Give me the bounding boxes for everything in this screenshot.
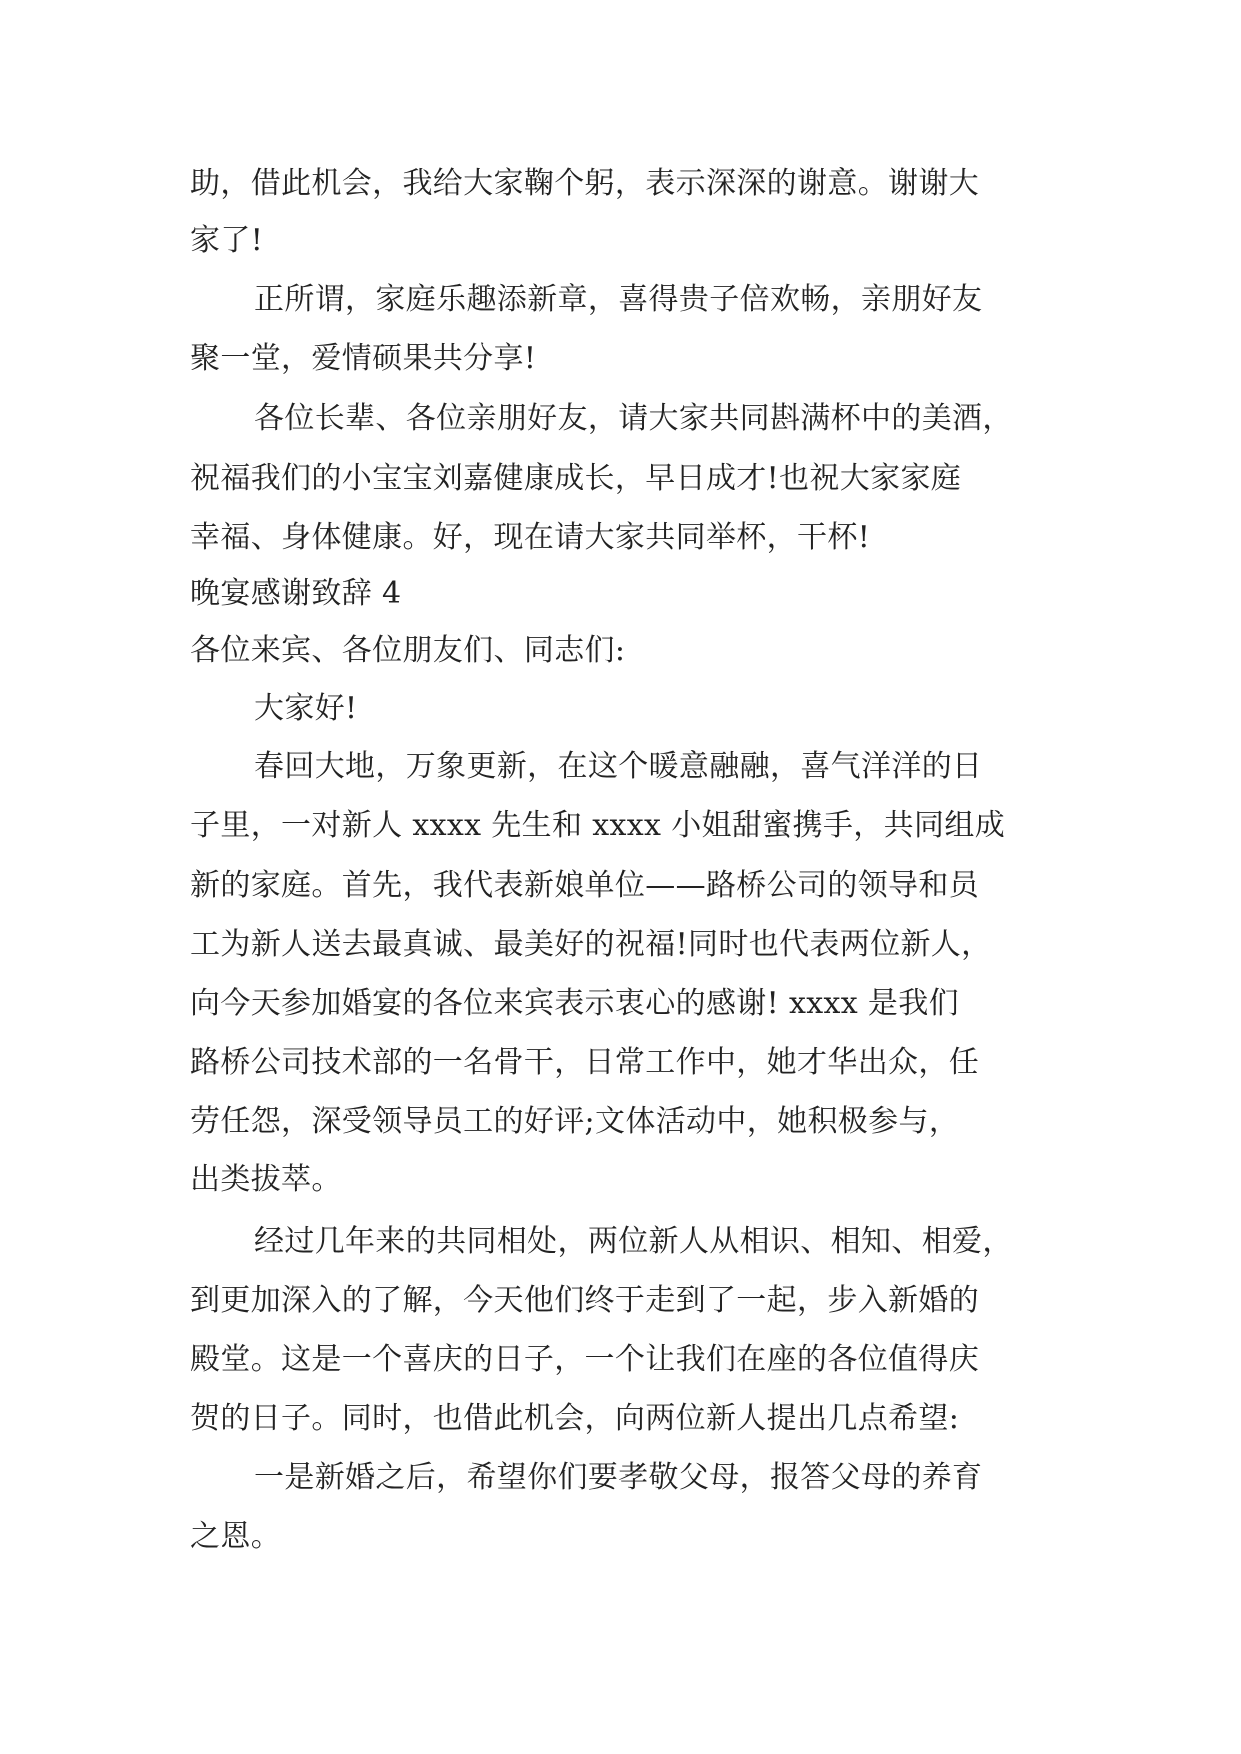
text-line: 贺的日子。同时，也借此机会，向两位新人提出几点希望: (190, 1401, 960, 1436)
paragraph-start: 一是新婚之后，希望你们要孝敬父母，报答父母的养育 (254, 1460, 983, 1495)
greeting: 大家好! (254, 691, 358, 726)
text-line: 到更加深入的了解，今天他们终于走到了一起，步入新婚的 (190, 1283, 980, 1318)
text-line: 工为新人送去最真诚、最美好的祝福!同时也代表两位新人， (190, 927, 992, 962)
salutation: 各位来宾、各位朋友们、同志们: (190, 633, 626, 668)
text-line: 助，借此机会，我给大家鞠个躬，表示深深的谢意。谢谢大 (190, 166, 980, 201)
text-line: 祝福我们的小宝宝刘嘉健康成长，早日成才!也祝大家家庭 (190, 461, 962, 496)
text-line: 聚一堂，爱情硕果共分享! (190, 341, 537, 376)
paragraph-start: 经过几年来的共同相处，两位新人从相识、相知、相爱， (254, 1224, 1013, 1259)
text-line: 新的家庭。首先，我代表新娘单位——路桥公司的领导和员 (190, 868, 980, 903)
text-line: 劳任怨，深受领导员工的好评;文体活动中，她积极参与， (190, 1104, 960, 1139)
text-line: 殿堂。这是一个喜庆的日子，一个让我们在座的各位值得庆 (190, 1342, 980, 1377)
text-line: 幸福、身体健康。好，现在请大家共同举杯，干杯! (190, 520, 871, 555)
section-heading: 晚宴感谢致辞 4 (190, 576, 402, 611)
text-line: 路桥公司技术部的一名骨干，日常工作中，她才华出众，任 (190, 1045, 980, 1080)
paragraph-start: 各位长辈、各位亲朋好友，请大家共同斟满杯中的美酒， (254, 401, 1013, 436)
text-line: 家了! (190, 223, 264, 258)
text-line: 之恩。 (190, 1519, 282, 1554)
paragraph-start: 春回大地，万象更新，在这个暖意融融，喜气洋洋的日 (254, 749, 983, 784)
text-line: 出类拔萃。 (190, 1162, 342, 1197)
paragraph-start: 正所谓，家庭乐趣添新章，喜得贵子倍欢畅，亲朋好友 (254, 282, 983, 317)
text-line: 向今天参加婚宴的各位来宾表示衷心的感谢! xxxx 是我们 (190, 986, 959, 1021)
text-line: 子里，一对新人 xxxx 先生和 xxxx 小姐甜蜜携手，共同组成 (190, 808, 1006, 843)
